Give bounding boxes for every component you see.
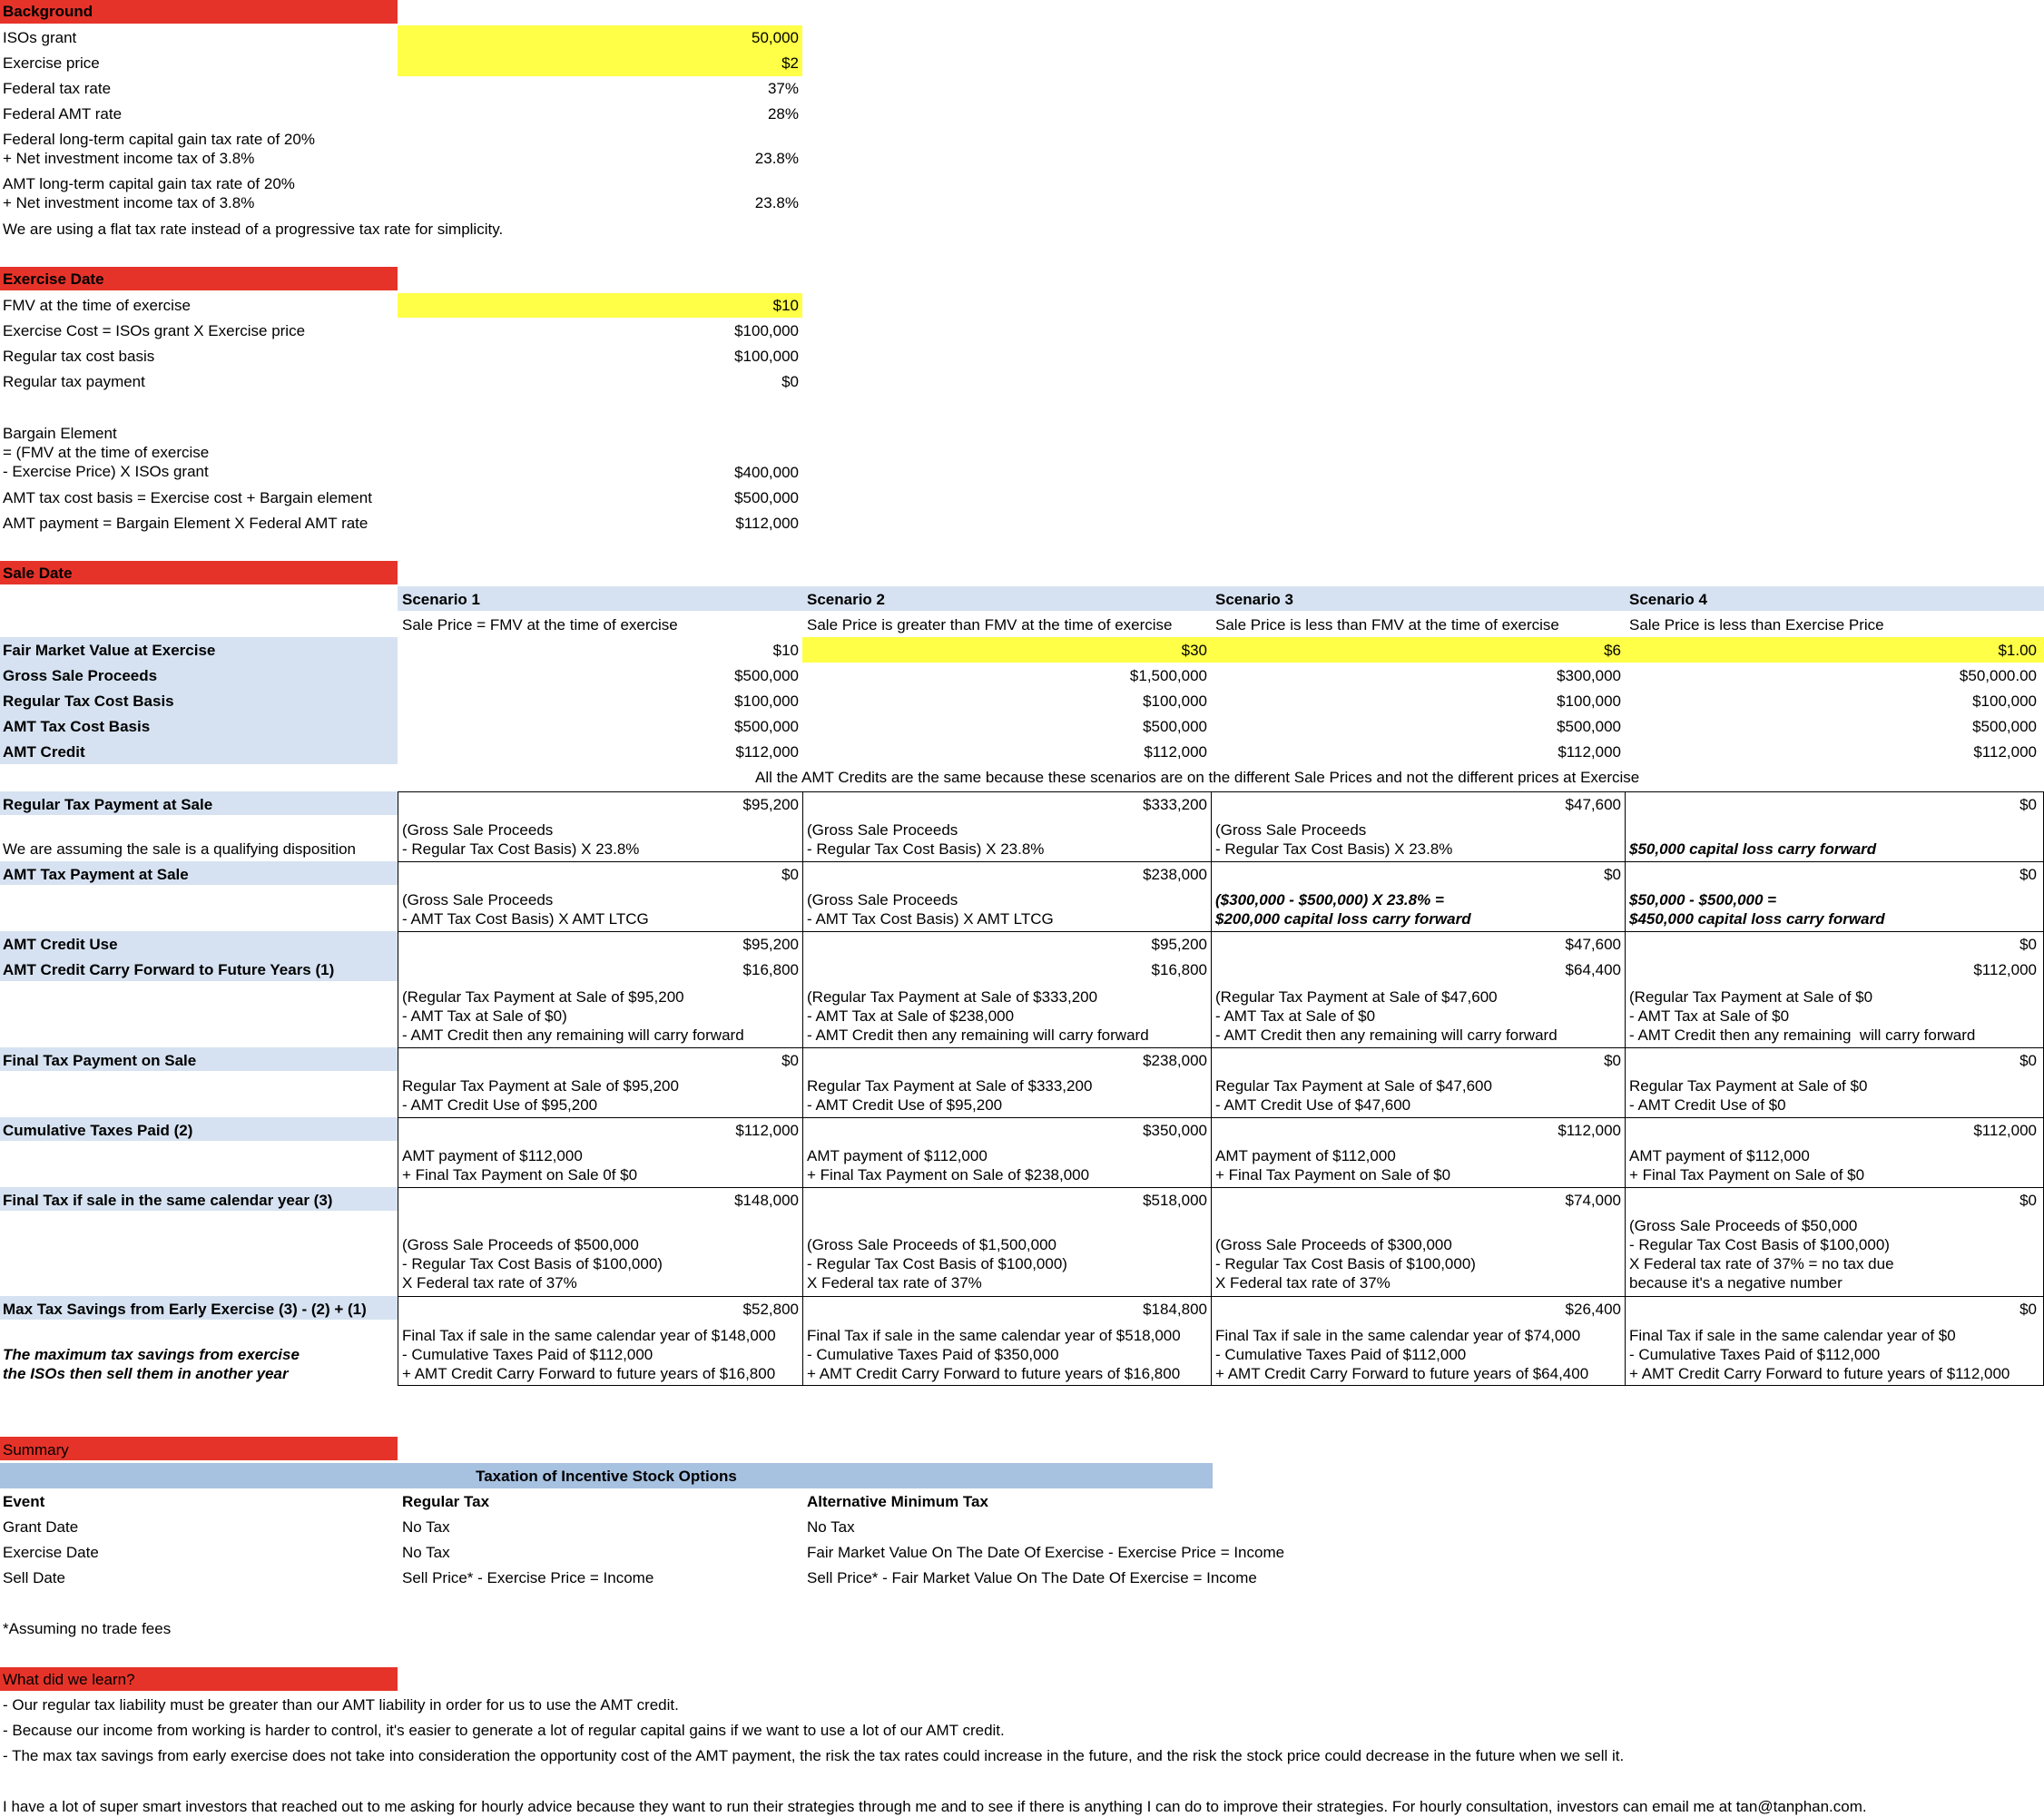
sale-cell[interactable]: $112,000	[735, 743, 799, 761]
formula-note: AMT payment of $112,000 + Final Tax Payment on Sale of $0	[1215, 1147, 1451, 1184]
formula-note: (Gross Sale Proceeds of $1,500,000 - Regular Tax Cost Basis of $100,000) X Federal tax rate of 37%	[807, 1236, 1067, 1292]
formula-note: Final Tax if sale in the same calendar year of $0 - Cumulative Taxes Paid of $112,000 + AMT Credit Carry Forward to future years of $112,000	[1629, 1327, 2010, 1382]
formula-note: AMT payment of $112,000 + Final Tax Payment on Sale of $238,000	[807, 1147, 1090, 1184]
scenario-title: Scenario 2	[807, 591, 885, 608]
bg-value[interactable]: 28%	[767, 105, 799, 123]
sale-cell[interactable]: $26,400	[1565, 1301, 1621, 1318]
scenario-subtitle: Sale Price is less than FMV at the time of exercise	[1215, 616, 1559, 633]
scenario-subtitle: Sale Price is greater than FMV at the time of exercise	[807, 616, 1173, 633]
bg-note: We are using a flat tax rate instead of a progressive tax rate for simplicity.	[3, 221, 504, 238]
sale-cell[interactable]: $0	[781, 1052, 799, 1069]
learn-point: - Our regular tax liability must be greater than our AMT liability in order for us to use the AMT credit.	[3, 1696, 679, 1714]
bg-label: Exercise price	[3, 54, 100, 72]
sale-cell[interactable]: $350,000	[1143, 1122, 1207, 1139]
summary-cell: Sell Date	[3, 1569, 65, 1586]
summary-cell: Sell Price* - Exercise Price = Income	[402, 1569, 654, 1586]
ex-value[interactable]: $500,000	[734, 489, 799, 506]
sale-row-label: Fair Market Value at Exercise	[3, 642, 216, 659]
formula-note: (Gross Sale Proceeds - Regular Tax Cost Basis) X 23.8%	[1215, 821, 1453, 858]
formula-note: (Gross Sale Proceeds - AMT Tax Cost Basis) X AMT LTCG	[807, 891, 1054, 928]
formula-note: (Gross Sale Proceeds - Regular Tax Cost Basis) X 23.8%	[807, 821, 1045, 858]
sale-cell[interactable]: $112,000	[1558, 743, 1621, 761]
grid-divider	[398, 1047, 2044, 1048]
grid-divider	[398, 1296, 2044, 1297]
summary-table-title: Taxation of Incentive Stock Options	[476, 1468, 737, 1485]
sale-row-label: AMT Credit Carry Forward to Future Years (1)	[3, 961, 335, 978]
scenario-subtitle: Sale Price = FMV at the time of exercise	[402, 616, 678, 633]
ex-label: Regular tax cost basis	[3, 348, 155, 365]
bg-label: Federal tax rate	[3, 80, 112, 97]
sale-cell[interactable]: $0	[2019, 936, 2037, 953]
formula-note: $50,000 - $500,000 = $450,000 capital loss carry forward	[1629, 891, 1885, 928]
summary-col-header: Event	[3, 1493, 45, 1510]
summary-cell: No Tax	[402, 1518, 450, 1536]
ex-value[interactable]: $112,000	[735, 515, 799, 532]
sale-row-label: Final Tax if sale in the same calendar year (3)	[3, 1192, 333, 1209]
sale-row-label: Max Tax Savings from Early Exercise (3) - (2) + (1)	[3, 1301, 367, 1318]
sale-cell[interactable]: $16,800	[1151, 961, 1207, 978]
ex-value[interactable]: $400,000	[734, 464, 799, 481]
sale-row-label: Regular Tax Payment at Sale	[3, 796, 213, 813]
ex-value[interactable]: $10	[772, 297, 799, 314]
sale-cell[interactable]: $52,800	[742, 1301, 799, 1318]
sale-cell[interactable]: $0	[1604, 866, 1621, 883]
formula-note: (Gross Sale Proceeds of $300,000 - Regular Tax Cost Basis of $100,000) X Federal tax rate of 37%	[1215, 1236, 1476, 1292]
formula-note: (Regular Tax Payment at Sale of $95,200 - AMT Tax at Sale of $0) - AMT Credit then any remaining will carry forward	[402, 988, 744, 1044]
ex-label: Bargain Element = (FMV at the time of exercise - Exercise Price) X ISOs grant	[3, 425, 210, 480]
sale-cell[interactable]: $300,000	[1557, 667, 1621, 684]
sale-cell[interactable]: $500,000	[1557, 718, 1621, 735]
sale-cell[interactable]: $0	[2019, 796, 2037, 813]
sale-row-label: Gross Sale Proceeds	[3, 667, 158, 684]
bg-label: AMT long-term capital gain tax rate of 20% + Net investment income tax of 3.8%	[3, 175, 295, 211]
sale-cell[interactable]: $95,200	[742, 796, 799, 813]
scenario-subtitle: Sale Price is less than Exercise Price	[1629, 616, 1884, 633]
learn-header: What did we learn?	[3, 1671, 135, 1688]
sale-cell[interactable]: $95,200	[742, 936, 799, 953]
ex-value[interactable]: $0	[781, 373, 799, 390]
sale-cell[interactable]: $238,000	[1143, 1052, 1207, 1069]
sale-cell[interactable]: $0	[2019, 1192, 2037, 1209]
bg-label: Federal long-term capital gain tax rate of 20% + Net investment income tax of 3.8%	[3, 131, 315, 167]
ex-value[interactable]: $100,000	[734, 322, 799, 339]
ex-label: AMT tax cost basis = Exercise cost + Bargain element	[3, 489, 372, 506]
ex-value[interactable]: $100,000	[734, 348, 799, 365]
sale-cell[interactable]: $112,000	[1973, 1122, 2037, 1139]
sale-cell[interactable]: $30	[1181, 642, 1207, 659]
sale-cell[interactable]: $112,000	[735, 1122, 799, 1139]
ex-label: Regular tax payment	[3, 373, 145, 390]
formula-note: Regular Tax Payment at Sale of $0 - AMT Credit Use of $0	[1629, 1077, 1868, 1114]
ex-label: AMT payment = Bargain Element X Federal AMT rate	[3, 515, 369, 532]
summary-cell: Sell Price* - Fair Market Value On The Date Of Exercise = Income	[807, 1569, 1257, 1586]
learn-point: - Because our income from working is harder to control, it's easier to generate a lot of regular capital gains if we want to use a lot of our AMT credit.	[3, 1722, 1005, 1739]
sale-cell[interactable]: $238,000	[1143, 866, 1207, 883]
formula-note: $50,000 capital loss carry forward	[1629, 840, 1877, 858]
summary-cell: Fair Market Value On The Date Of Exercise - Exercise Price = Income	[807, 1544, 1285, 1561]
sale-cell[interactable]: $0	[2019, 1301, 2037, 1318]
grid-divider	[398, 861, 2044, 862]
sale-cell[interactable]: $148,000	[734, 1192, 799, 1209]
sale-row-label: Final Tax Payment on Sale	[3, 1052, 197, 1069]
sale-cell[interactable]: $47,600	[1565, 936, 1621, 953]
bg-value[interactable]: 23.8%	[754, 150, 799, 167]
learn-point: - The max tax savings from early exercise does not take into consideration the opportunity cost of the AMT payment, the risk the tax rates could increase in the future, and the risk the stock price could decrease in the future when we sell it.	[3, 1747, 1625, 1764]
sale-cell[interactable]: $500,000	[1143, 718, 1207, 735]
scenario-title: Scenario 4	[1629, 591, 1707, 608]
formula-note: (Gross Sale Proceeds of $50,000 - Regular Tax Cost Basis of $100,000) X Federal tax rate of 37% = no tax due because it's a negative number	[1629, 1217, 1894, 1292]
formula-note: Regular Tax Payment at Sale of $333,200 - AMT Credit Use of $95,200	[807, 1077, 1093, 1114]
sale-cell[interactable]: $184,800	[1143, 1301, 1207, 1318]
formula-note: Regular Tax Payment at Sale of $95,200 - AMT Credit Use of $95,200	[402, 1077, 679, 1114]
formula-note: (Regular Tax Payment at Sale of $333,200 - AMT Tax at Sale of $238,000 - AMT Credit then any remaining will carry forward	[807, 988, 1149, 1044]
formula-note: (Gross Sale Proceeds - Regular Tax Cost Basis) X 23.8%	[402, 821, 640, 858]
sale-cell[interactable]: $0	[1604, 1052, 1621, 1069]
sale-cell[interactable]: $500,000	[1972, 718, 2037, 735]
sale-cell[interactable]: $1.00	[1998, 642, 2037, 659]
sale-cell[interactable]: $10	[772, 642, 799, 659]
bg-value[interactable]: 50,000	[752, 29, 799, 46]
formula-note: Regular Tax Payment at Sale of $47,600 - AMT Credit Use of $47,600	[1215, 1077, 1492, 1114]
sale-cell[interactable]: $100,000	[1557, 692, 1621, 710]
sale-cell[interactable]: $0	[781, 866, 799, 883]
scenario-title: Scenario 1	[402, 591, 480, 608]
sale-row-label: Regular Tax Cost Basis	[3, 692, 174, 710]
summary-col-header: Alternative Minimum Tax	[807, 1493, 988, 1510]
summary-cell: Exercise Date	[3, 1544, 99, 1561]
bg-value[interactable]: 37%	[767, 80, 799, 97]
sale-cell[interactable]: $64,400	[1565, 961, 1621, 978]
sale-cell[interactable]: $100,000	[1972, 692, 2037, 710]
sale-row-label: AMT Credit	[3, 743, 85, 761]
summary-col-header: Regular Tax	[402, 1493, 490, 1510]
formula-note: Final Tax if sale in the same calendar year of $148,000 - Cumulative Taxes Paid of $112,000 + AMT Credit Carry Forward to future years of $16,800	[402, 1327, 776, 1382]
formula-note: (Gross Sale Proceeds of $500,000 - Regular Tax Cost Basis of $100,000) X Federal tax rate of 37%	[402, 1236, 663, 1292]
summary-cell: No Tax	[402, 1544, 450, 1561]
qualifying-note: We are assuming the sale is a qualifying disposition	[3, 840, 357, 858]
formula-note: Final Tax if sale in the same calendar year of $74,000 - Cumulative Taxes Paid of $112,000 + AMT Credit Carry Forward to future years of $64,400	[1215, 1327, 1589, 1382]
grid-divider	[398, 1117, 2044, 1118]
sale-cell[interactable]: $500,000	[734, 667, 799, 684]
ex-label: FMV at the time of exercise	[3, 297, 191, 314]
bg-label: ISOs grant	[3, 29, 77, 46]
sale-cell[interactable]: $100,000	[734, 692, 799, 710]
sale-header: Sale Date	[3, 565, 73, 582]
sale-row-label: AMT Credit Use	[3, 936, 118, 953]
summary-cell: No Tax	[807, 1518, 855, 1536]
sale-cell[interactable]: $50,000.00	[1959, 667, 2037, 684]
sale-cell[interactable]: $6	[1604, 642, 1621, 659]
formula-note: Final Tax if sale in the same calendar year of $518,000 - Cumulative Taxes Paid of $350,000 + AMT Credit Carry Forward to future years of $16,800	[807, 1327, 1181, 1382]
grid-divider	[398, 931, 2044, 932]
sale-cell[interactable]: $1,500,000	[1129, 667, 1207, 684]
sale-cell[interactable]: $16,800	[742, 961, 799, 978]
sale-cell[interactable]: $0	[2019, 866, 2037, 883]
sale-cell[interactable]: $95,200	[1151, 936, 1207, 953]
sale-cell[interactable]: $100,000	[1143, 692, 1207, 710]
formula-note: ($300,000 - $500,000) X 23.8% = $200,000 capital loss carry forward	[1215, 891, 1471, 928]
sale-cell[interactable]: $500,000	[734, 718, 799, 735]
sale-cell[interactable]: $112,000	[1973, 961, 2037, 978]
sale-row-label: AMT Tax Cost Basis	[3, 718, 151, 735]
bg-value[interactable]: 23.8%	[754, 194, 799, 211]
sale-cell[interactable]: $74,000	[1565, 1192, 1621, 1209]
max-savings-note: The maximum tax savings from exercise the ISOs then sell them in another year	[3, 1346, 300, 1382]
sale-cell[interactable]: $333,200	[1143, 796, 1207, 813]
sale-cell[interactable]: $112,000	[1144, 743, 1207, 761]
ex-label: Exercise Cost = ISOs grant X Exercise price	[3, 322, 306, 339]
sale-row-label: AMT Tax Payment at Sale	[3, 866, 189, 883]
sale-cell[interactable]: $0	[2019, 1052, 2037, 1069]
sale-cell[interactable]: $47,600	[1565, 796, 1621, 813]
summary-header: Summary	[3, 1441, 69, 1459]
bg-label: Federal AMT rate	[3, 105, 123, 123]
sale-row-label: Cumulative Taxes Paid (2)	[3, 1122, 193, 1139]
scenario-title: Scenario 3	[1215, 591, 1293, 608]
summary-footnote: *Assuming no trade fees	[3, 1620, 172, 1637]
closing-note: I have a lot of super smart investors that reached out to me asking for hourly advice because they want to run their strategies through me and to see if there is anything I can do to improve their strategies. For hourly consultation, investors can email me at tan@tanphan.com.	[3, 1798, 1867, 1815]
exercise-header: Exercise Date	[3, 270, 104, 288]
sale-cell[interactable]: $112,000	[1973, 743, 2037, 761]
sale-cell[interactable]: $112,000	[1558, 1122, 1621, 1139]
formula-note: (Regular Tax Payment at Sale of $0 - AMT Tax at Sale of $0 - AMT Credit then any remaining will carry forward	[1629, 988, 1976, 1044]
formula-note: (Gross Sale Proceeds - AMT Tax Cost Basis) X AMT LTCG	[402, 891, 649, 928]
background-header: Background	[3, 3, 93, 20]
summary-cell: Grant Date	[3, 1518, 79, 1536]
formula-note: AMT payment of $112,000 + Final Tax Payment on Sale 0f $0	[402, 1147, 638, 1184]
sale-cell[interactable]: $518,000	[1143, 1192, 1207, 1209]
formula-note: (Regular Tax Payment at Sale of $47,600 - AMT Tax at Sale of $0 - AMT Credit then any remaining will carry forward	[1215, 988, 1558, 1044]
formula-note: AMT payment of $112,000 + Final Tax Payment on Sale of $0	[1629, 1147, 1865, 1184]
amt-credit-note: All the AMT Credits are the same because these scenarios are on the different Sale Prices and not the different prices at Exercise	[755, 769, 1640, 786]
grid-divider	[398, 1187, 2044, 1188]
bg-value[interactable]: $2	[781, 54, 799, 72]
